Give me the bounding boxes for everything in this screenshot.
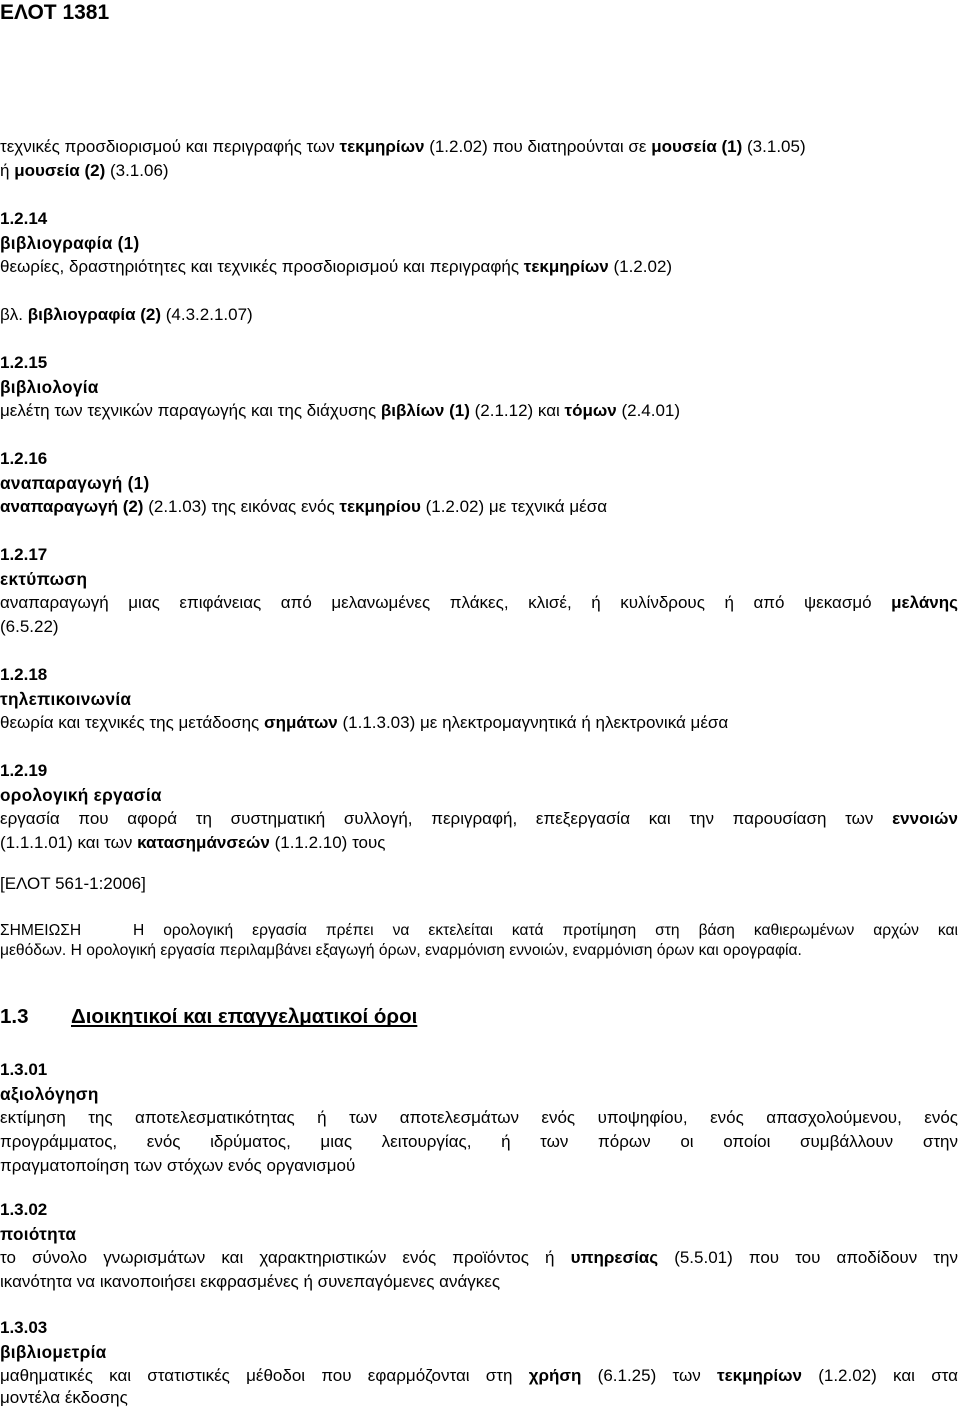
term-ref: κατασημάνσεών xyxy=(137,833,270,852)
entry-number: 1.2.17 xyxy=(0,545,48,564)
text: θεωρίες, δραστηριότητες και τεχνικές προσδιορισμού και περιγραφής xyxy=(0,257,524,276)
entry-term: αξιολόγηση xyxy=(0,1084,99,1104)
entry-definition: εκτίμηση της αποτελεσματικότητας ή των αποτελεσμάτων ενός υποψηφίου, ενός απασχολούμενου, ενός xyxy=(0,1108,958,1127)
text: (2.1.12) και xyxy=(469,401,565,420)
term-ref: σημάτων xyxy=(263,713,338,732)
section-heading xyxy=(0,1004,417,1030)
entry-term: βιβλιογραφία (1) xyxy=(0,233,140,253)
entry-definition xyxy=(0,809,958,829)
entry-definition-cont: (6.5.22) xyxy=(0,617,59,636)
entry-term: ορολογική εργασία xyxy=(0,785,162,805)
entry-definition xyxy=(0,1248,958,1268)
entry-term: βιβλιομετρία xyxy=(0,1342,107,1362)
term-ref: τεκμηρίων xyxy=(339,137,425,156)
section-title: Διοικητικοί και επαγγελματικοί όροι xyxy=(71,1005,418,1028)
entry-definition xyxy=(0,593,958,613)
text: μελέτη των τεχνικών παραγωγής και της διάχυσης xyxy=(0,401,381,420)
entry-definition xyxy=(0,497,607,517)
entry-source: [ΕΛΟΤ 561-1:2006] xyxy=(0,874,146,893)
text: (1.1.2.10) τους xyxy=(269,833,386,852)
note-label: ΣΗΜΕΙΩΣΗ xyxy=(0,922,82,939)
text: τεχνικές προσδιορισμού και περιγραφής των xyxy=(0,137,340,156)
term-ref: εννοιών xyxy=(892,809,958,828)
text: (1.2.02) με τεχνικά μέσα xyxy=(420,497,608,516)
text: (3.1.05) xyxy=(742,137,806,156)
text: ή xyxy=(0,161,15,180)
standard-header: ΕΛΟΤ 1381 xyxy=(0,1,110,24)
entry-number: 1.2.14 xyxy=(0,209,48,228)
text: (2.1.03) της εικόνας ενός xyxy=(143,497,340,516)
entry-definition-cont: προγράμματος, ενός ιδρύματος, μιας λειτουργίας, ή των πόρων οι οποίοι συμβάλλουν στην xyxy=(0,1132,958,1151)
entry-definition xyxy=(0,1366,958,1386)
intro-line-1 xyxy=(0,137,806,157)
entry-number: 1.3.03 xyxy=(0,1318,48,1337)
text: βλ. xyxy=(0,305,28,324)
term-ref: αναπαραγωγή (2) xyxy=(0,497,144,516)
text: (4.3.2.1.07) xyxy=(161,305,253,324)
text: (3.1.06) xyxy=(105,161,169,180)
entry-term: εκτύπωση xyxy=(0,569,88,589)
entry-term: τηλεπικοινωνία xyxy=(0,689,132,709)
term-ref: μουσεία (2) xyxy=(14,161,106,180)
note-text: Η ορολογική εργασία πρέπει να εκτελείται κατά προτίμηση στη βάση καθιερωμένων αρχών και xyxy=(133,922,958,939)
term-ref: βιβλίων (1) xyxy=(380,401,470,420)
term-ref: μουσεία (1) xyxy=(651,137,743,156)
term-ref: βιβλιογραφία (2) xyxy=(27,305,162,324)
term-ref: χρήση xyxy=(528,1366,582,1385)
entry-note-cont: μεθόδων. Η ορολογική εργασία περιλαμβάνει εξαγωγή όρων, εναρμόνιση εννοιών, εναρμόνιση όρων και ορογραφία. xyxy=(0,942,802,959)
text: (2.4.01) xyxy=(616,401,681,420)
entry-number: 1.2.15 xyxy=(0,353,48,372)
text: (5.5.01) που του αποδίδουν την xyxy=(658,1248,958,1267)
entry-definition-cont: πραγματοποίηση των στόχων ενός οργανισμού xyxy=(0,1156,356,1175)
entry-number: 1.3.01 xyxy=(0,1060,48,1079)
text: θεωρία και τεχνικές της μετάδοσης xyxy=(0,713,264,732)
text: (6.1.25) των xyxy=(581,1366,717,1385)
term-ref: τόμων xyxy=(564,401,617,420)
text: (1.1.3.03) με ηλεκτρομαγνητικά ή ηλεκτρονικά μέσα xyxy=(337,713,729,732)
entry-term: ποιότητα xyxy=(0,1224,77,1244)
entry-definition xyxy=(0,401,680,421)
text: αναπαραγωγή μιας επιφάνειας από μελανωμένες πλάκες, κλισέ, ή κυλίνδρους ή από ψεκασμό xyxy=(0,593,892,612)
entry-see-also xyxy=(0,305,253,325)
text: (1.2.02) και στα xyxy=(801,1366,958,1385)
entry-number: 1.2.18 xyxy=(0,665,48,684)
entry-number: 1.2.16 xyxy=(0,449,48,468)
text: μαθηματικές και στατιστικές μέθοδοι που εφαρμόζονται στη xyxy=(0,1366,529,1385)
entry-definition-cont: ικανότητα να ικανοποιήσει εκφρασμένες ή συνεπαγόμενες ανάγκες xyxy=(0,1272,501,1291)
entry-term: αναπαραγωγή (1) xyxy=(0,473,150,493)
term-ref: τεκμηρίου xyxy=(339,497,421,516)
entry-number: 1.2.19 xyxy=(0,761,48,780)
text: (1.1.1.01) και των xyxy=(0,833,138,852)
text: (1.2.02) xyxy=(608,257,673,276)
entry-definition xyxy=(0,257,672,277)
text: το σύνολο γνωρισμάτων και χαρακτηριστικών ενός προϊόντος ή xyxy=(0,1248,571,1267)
term-ref: τεκμηρίων xyxy=(716,1366,802,1385)
entry-note xyxy=(0,921,958,941)
term-ref: μελάνης xyxy=(891,593,958,612)
term-ref: τεκμηρίων xyxy=(523,257,609,276)
section-number: 1.3 xyxy=(0,1005,29,1028)
term-ref: υπηρεσίας xyxy=(570,1248,659,1267)
text: (1.2.02) που διατηρούνται σε xyxy=(424,137,652,156)
intro-line-2 xyxy=(0,161,169,181)
entry-definition-cont xyxy=(0,833,386,853)
entry-number: 1.3.02 xyxy=(0,1200,48,1219)
entry-definition-cont: μοντέλα έκδοσης xyxy=(0,1388,128,1407)
text: εργασία που αφορά τη συστηματική συλλογή, περιγραφή, επεξεργασία και την παρουσίαση των xyxy=(0,809,893,828)
entry-definition xyxy=(0,713,728,733)
entry-term: βιβλιολογία xyxy=(0,377,99,397)
